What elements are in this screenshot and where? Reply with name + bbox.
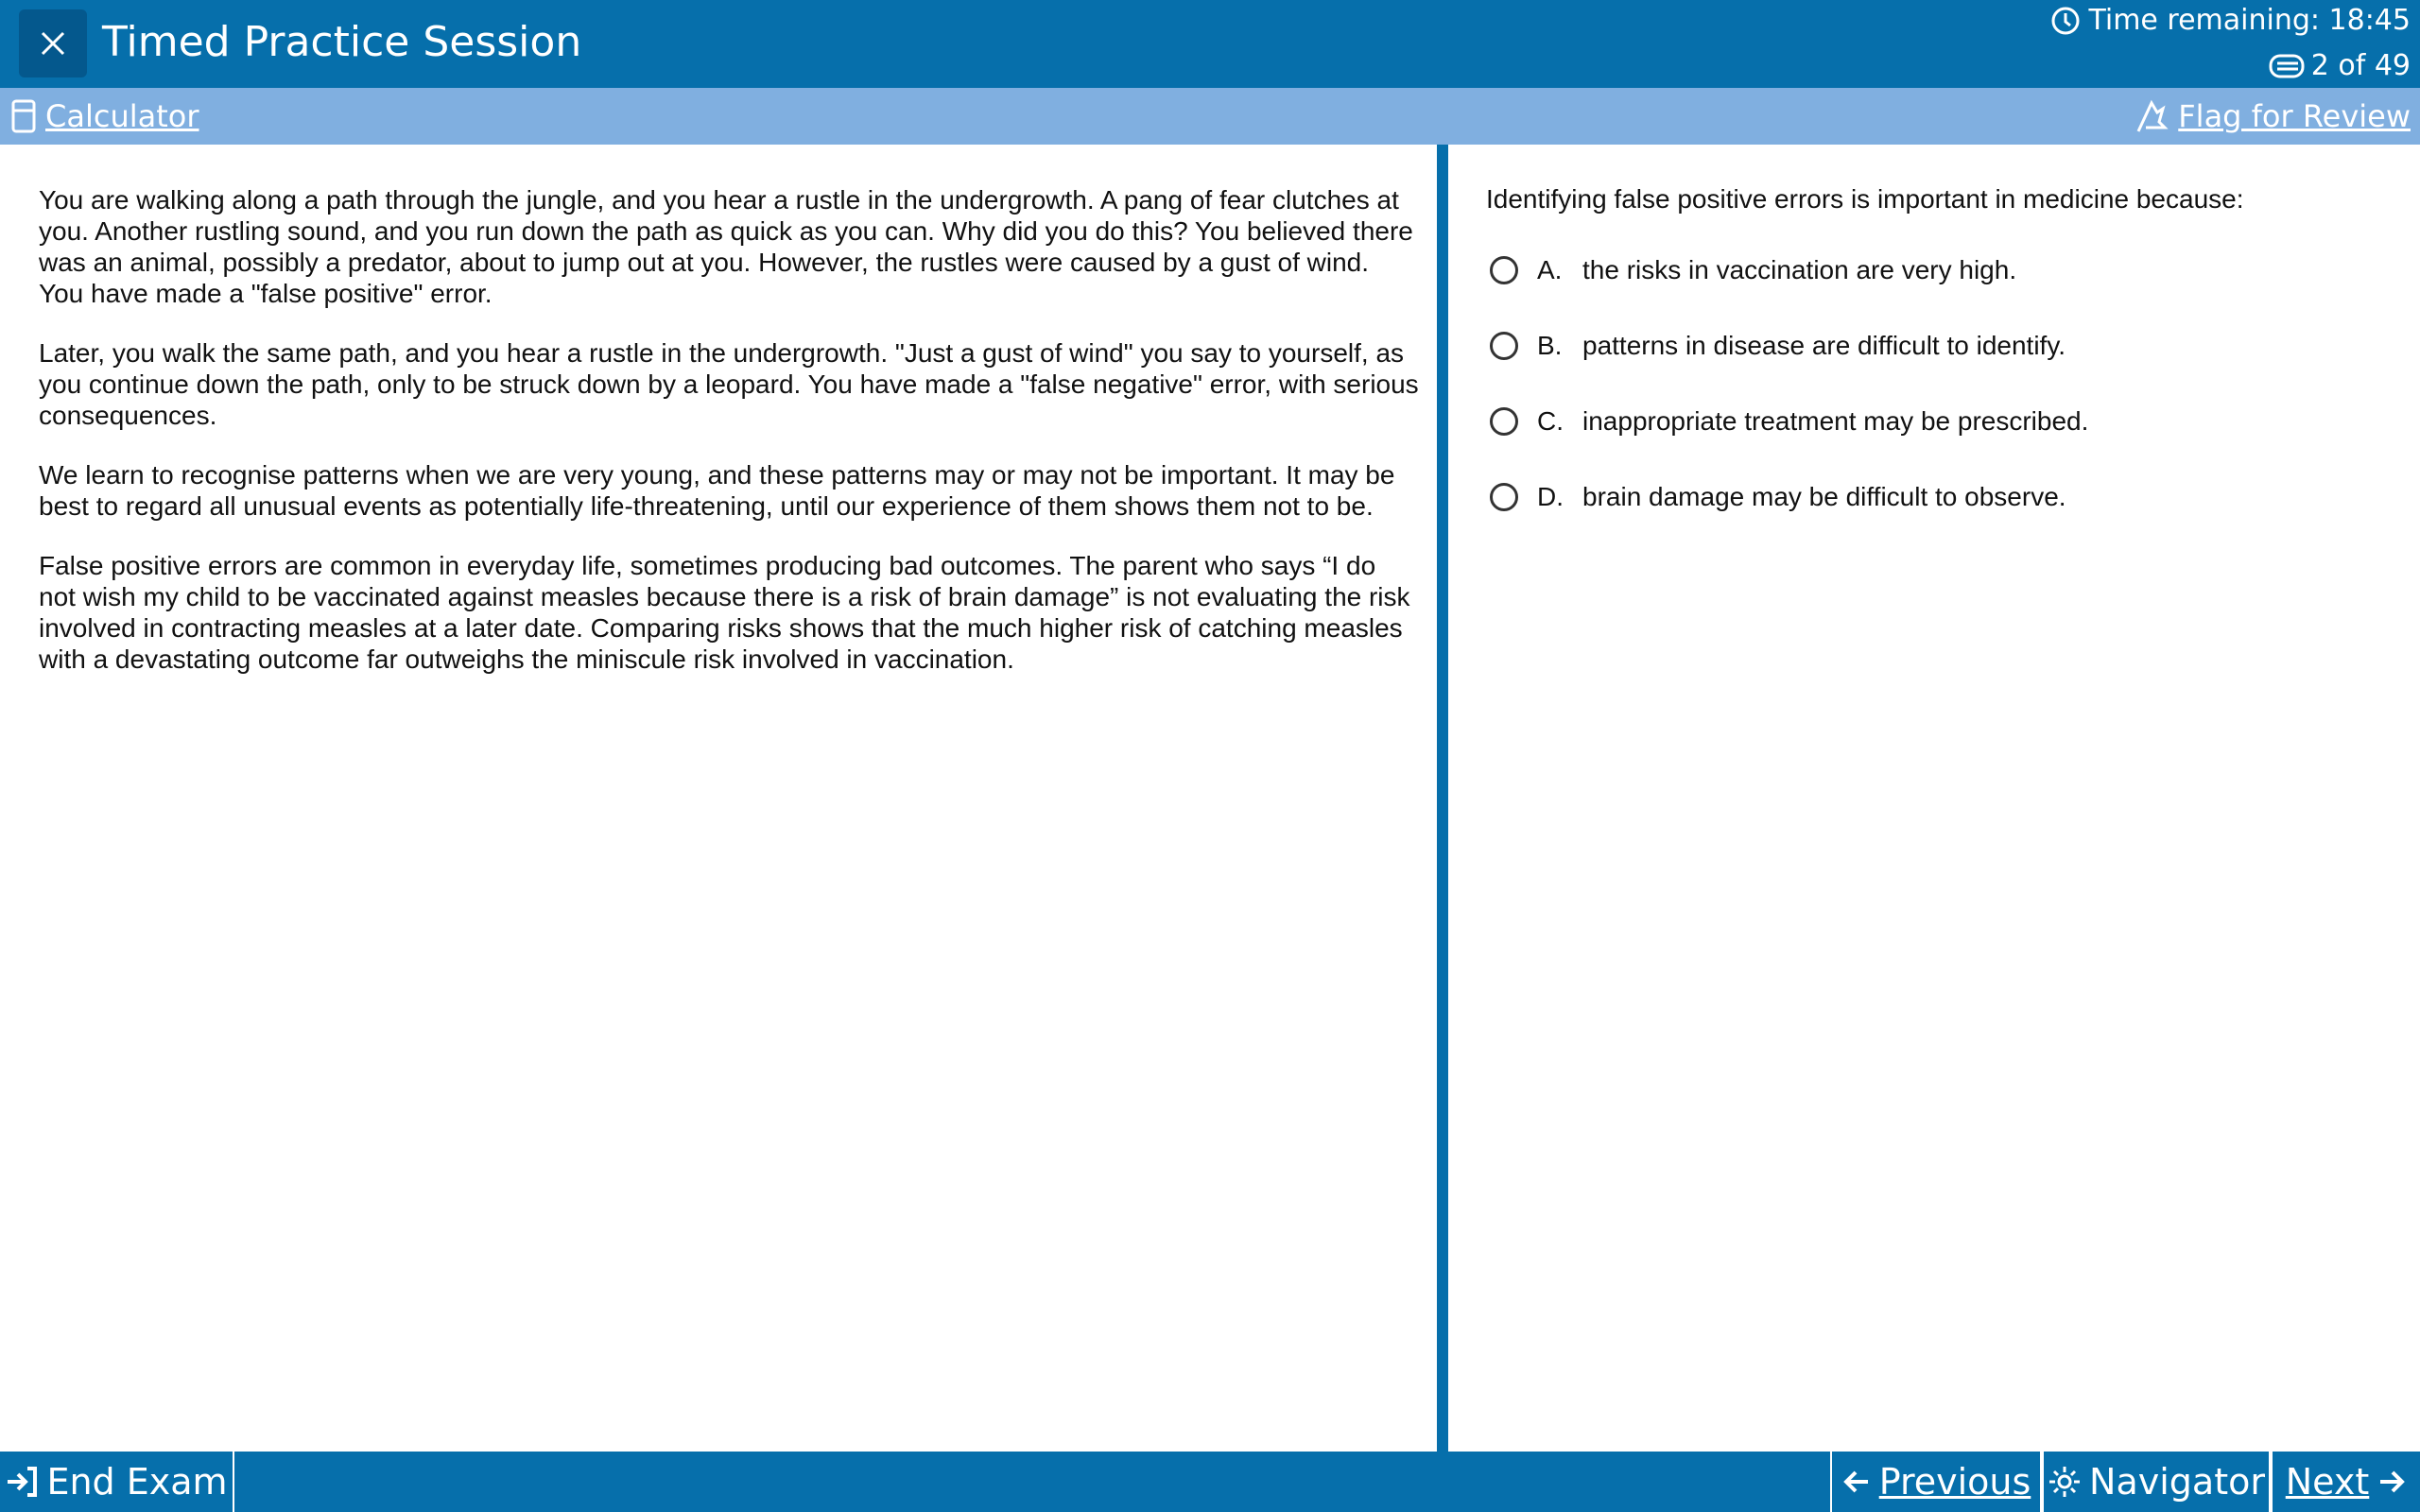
end-exam-button[interactable] — [0, 1452, 234, 1512]
passage-paragraph: False positive errors are common in everyday life, sometimes producing bad outcomes. The parent who says “I do not wish my child to be vaccinated against measles because there is a risk of brain damage” is not evaluating the risk involved in contracting measles at a later date. Comparing risks shows that the much higher risk of catching measles with a devastating outcome far outweighs the miniscule risk involved in vaccination. — [39, 551, 1410, 674]
option-text: patterns in disease are difficult to identify. — [1582, 331, 2066, 360]
timer-text: Time remaining: 18:45 — [2088, 4, 2411, 37]
option-letter: B. — [1537, 331, 1563, 360]
navigator-button[interactable] — [2042, 1452, 2271, 1512]
radio-button[interactable] — [1490, 256, 1518, 284]
footer-bar — [0, 1452, 2420, 1512]
progress-text: 2 of 49 — [2310, 49, 2411, 82]
navigator-icon — [2048, 1465, 2082, 1499]
pane-divider[interactable] — [1437, 145, 1448, 1452]
arrow-right-icon — [2377, 1467, 2407, 1497]
question-stem: Identifying false positive errors is important in medicine because: — [1486, 184, 2244, 214]
navigator-label: Navigator — [2089, 1461, 2265, 1503]
close-icon — [39, 29, 67, 58]
previous-label: Previous — [1878, 1461, 2031, 1503]
previous-button[interactable] — [1830, 1452, 2042, 1512]
next-button[interactable] — [2271, 1452, 2420, 1512]
passage — [39, 184, 1419, 703]
question-count — [2268, 47, 2411, 85]
flag-label: Flag for Review — [2178, 98, 2411, 134]
radio-button[interactable] — [1490, 483, 1518, 511]
exit-icon — [5, 1465, 39, 1499]
passage-paragraph: Later, you walk the same path, and you hear a rustle in the undergrowth. "Just a gust of wind" you say to yourself, as you continue down the path, only to be struck down by a leopard. You have made a "false negative" error, with serious consequences. — [39, 338, 1419, 430]
arrow-left-icon — [1841, 1467, 1872, 1497]
option-letter: C. — [1537, 406, 1564, 436]
answer-option-a[interactable] — [1490, 251, 2016, 289]
option-text: inappropriate treatment may be prescribed. — [1582, 406, 2089, 436]
flag-for-review-button[interactable] — [2135, 97, 2411, 135]
list-icon — [2268, 52, 2306, 80]
clock-icon — [2050, 6, 2081, 36]
calculator-icon — [11, 99, 36, 133]
answer-option-d[interactable] — [1490, 478, 2066, 516]
end-exam-label: End Exam — [46, 1461, 228, 1503]
option-text: the risks in vaccination are very high. — [1582, 255, 2017, 284]
answer-option-c[interactable] — [1490, 403, 2088, 440]
option-letter: A. — [1537, 255, 1563, 284]
passage-paragraph: You are walking along a path through the jungle, and you hear a rustle in the undergrowth. A pang of fear clutches at you. Another rustling sound, and you run down the path as quick as you can. Why did you do this? You believed there was an animal, possibly a predator, about to jump out at you. However, the rustles were caused by a gust of wind. You have made a "false positive" error. — [39, 185, 1413, 308]
option-letter: D. — [1537, 482, 1564, 511]
close-button[interactable] — [19, 9, 87, 77]
calculator-label: Calculator — [45, 98, 199, 134]
passage-paragraph: We learn to recognise patterns when we are very young, and these patterns may or may not be important. It may be best to regard all unusual events as potentially life-threatening, until our experience of them shows them not to be. — [39, 460, 1395, 521]
time-remaining — [2050, 2, 2411, 40]
header-bar — [0, 0, 2420, 88]
toolbar — [0, 88, 2420, 145]
answer-option-b[interactable] — [1490, 327, 2066, 365]
calculator-button[interactable] — [11, 97, 199, 135]
radio-button[interactable] — [1490, 407, 1518, 436]
option-text: brain damage may be difficult to observe. — [1582, 482, 2066, 511]
next-label: Next — [2285, 1461, 2370, 1503]
radio-button[interactable] — [1490, 332, 1518, 360]
flag-icon — [2135, 99, 2169, 133]
page-title: Timed Practice Session — [102, 18, 582, 66]
